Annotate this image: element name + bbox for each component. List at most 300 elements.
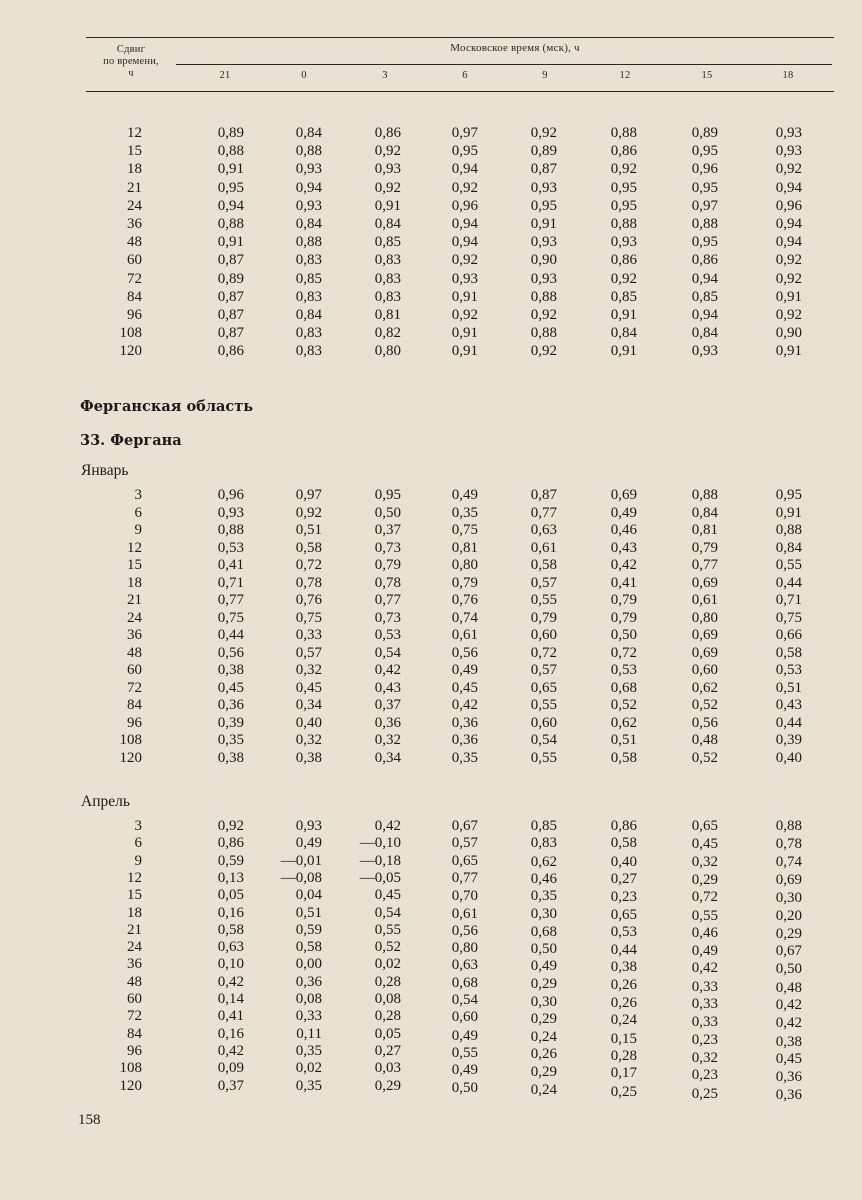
value-cell: 0,86	[217, 835, 244, 852]
value-cell: 0,93	[530, 234, 557, 251]
station-title: 33. Фергана	[80, 432, 182, 449]
value-cell: 0,87	[530, 161, 557, 178]
column-header-6: 6	[462, 70, 468, 81]
value-cell: 0,61	[530, 539, 557, 556]
value-cell: 0,93	[295, 818, 322, 834]
shift-cell: 96	[127, 1042, 142, 1059]
value-cell: 0,36	[775, 1069, 802, 1086]
table-row	[0, 679, 862, 697]
value-cell: 0,80	[451, 557, 478, 573]
value-cell: 0,62	[530, 853, 557, 870]
value-cell: 0,91	[530, 216, 557, 232]
value-cell: 0,37	[374, 697, 401, 713]
value-cell: 0,92	[374, 143, 401, 160]
value-cell: 0,95	[451, 143, 478, 160]
shift-cell: 3	[134, 487, 142, 503]
shift-cell: 84	[127, 288, 142, 305]
value-cell: 0,88	[775, 818, 802, 834]
shift-cell: 108	[119, 325, 142, 342]
value-cell: 0,91	[451, 288, 478, 305]
value-cell: 0,36	[451, 714, 478, 731]
shift-cell: 24	[127, 197, 142, 214]
table-row	[0, 215, 862, 233]
column-header-0: 0	[301, 70, 307, 81]
shift-cell: 18	[127, 161, 142, 178]
moscow-time-header: Московское время (мск), ч	[450, 42, 580, 54]
value-cell: 0,93	[775, 143, 802, 160]
value-cell: 0,78	[295, 574, 322, 591]
value-cell: 0,65	[610, 906, 637, 923]
region-title: Ферганская область	[80, 398, 254, 415]
value-cell: 0,74	[451, 609, 478, 626]
value-cell: 0,88	[217, 216, 244, 232]
value-cell: 0,58	[610, 835, 637, 852]
shift-cell: 96	[127, 307, 142, 323]
shift-cell: 15	[127, 887, 142, 904]
value-cell: 0,56	[451, 922, 478, 939]
value-cell: 0,65	[530, 679, 557, 696]
value-cell: 0,69	[610, 487, 637, 503]
table-row	[0, 342, 862, 360]
table-row	[0, 955, 862, 978]
value-cell: 0,49	[451, 1027, 478, 1044]
value-cell: 0,88	[295, 143, 322, 160]
value-cell: 0,68	[530, 923, 557, 940]
value-cell: 0,85	[691, 288, 718, 305]
shift-cell: 48	[127, 234, 142, 251]
value-cell: 0,77	[217, 592, 244, 608]
value-cell: 0,36	[374, 714, 401, 731]
value-cell: 0,79	[530, 609, 557, 626]
value-cell: 0,16	[217, 1025, 244, 1042]
shift-cell: 21	[127, 179, 142, 196]
value-cell: 0,08	[374, 991, 401, 1007]
value-cell: 0,73	[374, 539, 401, 556]
value-cell: 0,54	[451, 992, 478, 1008]
value-cell: 0,67	[451, 818, 478, 834]
value-cell: 0,88	[610, 216, 637, 232]
value-cell: 0,37	[374, 522, 401, 538]
value-cell: 0,95	[610, 197, 637, 214]
value-cell: 0,63	[217, 939, 244, 956]
value-cell: 0,17	[610, 1065, 637, 1082]
value-cell: 0,79	[451, 574, 478, 591]
value-cell: 0,34	[374, 749, 401, 766]
table-row	[0, 504, 862, 522]
value-cell: 0,78	[374, 574, 401, 591]
value-cell: 0,00	[295, 956, 322, 973]
value-cell: 0,84	[610, 325, 637, 342]
value-cell: 0,35	[530, 888, 557, 905]
value-cell: 0,58	[295, 939, 322, 956]
table-row	[0, 324, 862, 342]
value-cell: 0,71	[217, 574, 244, 591]
shift-cell: 12	[127, 125, 142, 141]
value-cell: 0,44	[217, 627, 244, 643]
shift-cell: 36	[127, 956, 142, 973]
value-cell: 0,29	[775, 925, 802, 942]
value-cell: 0,42	[691, 960, 718, 977]
value-cell: 0,79	[610, 609, 637, 626]
value-cell: 0,26	[530, 1045, 557, 1062]
value-cell: 0,88	[691, 487, 718, 503]
value-cell: 0,91	[217, 234, 244, 251]
value-cell: 0,93	[530, 179, 557, 196]
shift-cell: 120	[119, 749, 142, 766]
value-cell: 0,41	[217, 1008, 244, 1025]
value-cell: 0,55	[530, 697, 557, 713]
header-mid-rule	[176, 64, 832, 65]
table-row	[0, 142, 862, 160]
value-cell: 0,69	[691, 644, 718, 661]
value-cell: 0,60	[530, 627, 557, 643]
value-cell: 0,93	[610, 234, 637, 251]
value-cell: 0,42	[775, 997, 802, 1013]
value-cell: 0,29	[530, 1064, 557, 1081]
value-cell: 0,80	[691, 609, 718, 626]
value-cell: 0,91	[610, 307, 637, 323]
value-cell: 0,32	[691, 853, 718, 870]
value-cell: 0,71	[775, 592, 802, 608]
value-cell: 0,67	[775, 943, 802, 960]
value-cell: 0,50	[530, 941, 557, 958]
column-header-9: 9	[542, 70, 548, 81]
value-cell: 0,37	[217, 1077, 244, 1094]
value-cell: 0,91	[610, 343, 637, 360]
shift-cell: 48	[127, 644, 142, 661]
value-cell: 0,80	[374, 343, 401, 360]
value-cell: 0,69	[691, 627, 718, 643]
table-row	[0, 644, 862, 662]
value-cell: 0,53	[775, 662, 802, 678]
value-cell: 0,50	[451, 1079, 478, 1096]
shift-cell: 72	[127, 1008, 142, 1025]
value-cell: 0,75	[451, 522, 478, 538]
value-cell: 0,94	[775, 216, 802, 232]
table-row	[0, 197, 862, 215]
value-cell: 0,29	[691, 871, 718, 888]
value-cell: 0,95	[775, 487, 802, 503]
value-cell: 0,87	[530, 487, 557, 503]
value-cell: 0,94	[775, 179, 802, 196]
value-cell: 0,97	[295, 487, 322, 503]
shift-cell: 120	[119, 1077, 142, 1094]
value-cell: 0,05	[217, 887, 244, 904]
value-cell: 0,54	[374, 904, 401, 921]
value-cell: 0,23	[691, 1031, 718, 1048]
table-row	[0, 661, 862, 679]
value-cell: 0,53	[374, 627, 401, 643]
shift-cell: 60	[127, 991, 142, 1007]
value-cell: 0,63	[451, 957, 478, 974]
value-cell: 0,53	[610, 662, 637, 678]
value-cell: 0,87	[217, 288, 244, 305]
table-row	[0, 521, 862, 539]
column-header-15: 15	[701, 70, 713, 81]
value-cell: 0,95	[691, 143, 718, 160]
value-cell: 0,10	[217, 956, 244, 973]
value-cell: 0,84	[691, 325, 718, 342]
value-cell: 0,95	[610, 179, 637, 196]
value-cell: 0,44	[610, 942, 637, 959]
value-cell: 0,77	[691, 557, 718, 573]
value-cell: 0,81	[451, 539, 478, 556]
value-cell: 0,92	[451, 179, 478, 196]
value-cell: 0,49	[530, 958, 557, 975]
value-cell: 0,91	[775, 504, 802, 521]
value-cell: 0,62	[610, 714, 637, 731]
shift-cell: 18	[127, 574, 142, 591]
table-row	[0, 869, 862, 887]
value-cell: 0,92	[775, 270, 802, 287]
value-cell: 0,42	[451, 697, 478, 713]
shift-cell: 12	[127, 539, 142, 556]
value-cell: 0,58	[295, 539, 322, 556]
value-cell: 0,60	[530, 714, 557, 731]
header-top-rule	[86, 37, 834, 38]
value-cell: 0,97	[451, 125, 478, 141]
value-cell: 0,45	[775, 1050, 802, 1067]
value-cell: 0,75	[295, 609, 322, 626]
value-cell: 0,84	[295, 125, 322, 141]
shift-cell: 9	[134, 522, 142, 538]
value-cell: 0,94	[691, 307, 718, 323]
value-cell: 0,92	[610, 161, 637, 178]
value-cell: 0,95	[217, 179, 244, 196]
table-row	[0, 749, 862, 767]
value-cell: 0,58	[775, 644, 802, 661]
value-cell: 0,92	[451, 252, 478, 269]
value-cell: 0,32	[295, 732, 322, 748]
value-cell: 0,93	[374, 161, 401, 178]
value-cell: 0,86	[610, 818, 637, 834]
table-row	[0, 1077, 862, 1103]
value-cell: 0,30	[530, 994, 557, 1010]
value-cell: 0,87	[217, 325, 244, 342]
value-cell: 0,93	[451, 270, 478, 287]
value-cell: 0,56	[451, 644, 478, 661]
shift-cell: 12	[127, 869, 142, 886]
shift-cell: 15	[127, 143, 142, 160]
shift-cell: 6	[134, 835, 142, 852]
value-cell: 0,76	[295, 592, 322, 608]
value-cell: 0,83	[530, 835, 557, 852]
value-cell: 0,92	[530, 307, 557, 323]
value-cell: 0,40	[775, 749, 802, 766]
value-cell: 0,23	[610, 889, 637, 906]
value-cell: 0,43	[374, 679, 401, 696]
value-cell: 0,94	[295, 179, 322, 196]
shift-cell: 120	[119, 343, 142, 360]
value-cell: 0,83	[374, 252, 401, 269]
value-cell: 0,89	[530, 143, 557, 160]
value-cell: 0,83	[374, 288, 401, 305]
table-row	[0, 574, 862, 592]
value-cell: 0,51	[295, 522, 322, 538]
value-cell: 0,33	[295, 1008, 322, 1025]
column-header-21: 21	[219, 70, 231, 81]
value-cell: 0,33	[691, 996, 718, 1012]
shift-header-line3: ч	[128, 68, 134, 79]
shift-cell: 21	[127, 921, 142, 938]
value-cell: 0,83	[295, 343, 322, 360]
column-header-18: 18	[782, 70, 794, 81]
value-cell: 0,86	[610, 143, 637, 160]
table-row	[0, 233, 862, 251]
table-row	[0, 626, 862, 644]
value-cell: 0,26	[610, 976, 637, 993]
page-number: 158	[78, 1112, 101, 1128]
value-cell: 0,77	[451, 869, 478, 886]
value-cell: 0,91	[451, 325, 478, 342]
value-cell: 0,96	[217, 487, 244, 503]
shift-header-line2: по времени,	[103, 56, 159, 67]
shift-cell: 36	[127, 216, 142, 232]
value-cell: 0,83	[374, 270, 401, 287]
value-cell: 0,02	[295, 1060, 322, 1077]
header-bottom-rule	[86, 91, 834, 92]
table-row	[0, 817, 862, 835]
value-cell: 0,35	[451, 749, 478, 766]
value-cell: 0,93	[530, 270, 557, 287]
value-cell: 0,53	[610, 923, 637, 940]
shift-cell: 3	[134, 818, 142, 834]
value-cell: 0,55	[775, 557, 802, 573]
value-cell: 0,83	[295, 288, 322, 305]
value-cell: 0,84	[691, 504, 718, 521]
value-cell: 0,16	[217, 904, 244, 921]
value-cell: 0,72	[295, 557, 322, 573]
value-cell: 0,88	[530, 325, 557, 342]
value-cell: 0,69	[691, 574, 718, 591]
value-cell: 0,92	[530, 343, 557, 360]
value-cell: 0,91	[217, 161, 244, 178]
value-cell: 0,23	[691, 1067, 718, 1084]
value-cell: 0,32	[691, 1049, 718, 1066]
table-row	[0, 486, 862, 504]
shift-cell: 36	[127, 627, 142, 643]
value-cell: 0,54	[374, 644, 401, 661]
shift-cell: 60	[127, 662, 142, 678]
table-row	[0, 731, 862, 749]
value-cell: 0,81	[374, 307, 401, 323]
value-cell: 0,84	[295, 216, 322, 232]
value-cell: 0,89	[217, 125, 244, 141]
value-cell: 0,79	[610, 592, 637, 608]
value-cell: 0,72	[530, 644, 557, 661]
value-cell: 0,39	[217, 714, 244, 731]
value-cell: 0,02	[374, 956, 401, 973]
value-cell: 0,87	[217, 307, 244, 323]
value-cell: 0,77	[530, 504, 557, 521]
value-cell: 0,63	[530, 522, 557, 538]
value-cell: 0,87	[217, 252, 244, 269]
shift-cell: 84	[127, 697, 142, 713]
shift-cell: 24	[127, 939, 142, 956]
value-cell: 0,51	[775, 679, 802, 696]
value-cell: 0,60	[691, 662, 718, 678]
value-cell: 0,33	[295, 627, 322, 643]
value-cell: 0,61	[451, 627, 478, 643]
shift-cell: 72	[127, 270, 142, 287]
value-cell: 0,36	[217, 697, 244, 713]
value-cell: 0,59	[217, 852, 244, 869]
table-row	[0, 904, 862, 922]
value-cell: 0,57	[451, 835, 478, 852]
shift-cell: 48	[127, 973, 142, 990]
value-cell: 0,92	[374, 179, 401, 196]
value-cell: 0,89	[217, 270, 244, 287]
value-cell: 0,97	[691, 197, 718, 214]
value-cell: 0,38	[295, 749, 322, 766]
table-row	[0, 591, 862, 609]
value-cell: 0,59	[295, 921, 322, 938]
value-cell: 0,48	[775, 979, 802, 996]
value-cell: 0,35	[451, 504, 478, 521]
value-cell: 0,54	[530, 732, 557, 748]
value-cell: 0,39	[775, 732, 802, 748]
value-cell: 0,55	[530, 749, 557, 766]
value-cell: 0,96	[451, 197, 478, 214]
value-cell: 0,93	[295, 197, 322, 214]
table-row	[0, 834, 862, 852]
value-cell: 0,72	[610, 644, 637, 661]
value-cell: 0,91	[374, 197, 401, 214]
value-cell: 0,36	[451, 732, 478, 748]
value-cell: 0,92	[295, 504, 322, 521]
value-cell: 0,95	[691, 234, 718, 251]
value-cell: 0,42	[217, 973, 244, 990]
value-cell: 0,75	[217, 609, 244, 626]
value-cell: 0,94	[451, 161, 478, 178]
value-cell: 0,81	[691, 522, 718, 538]
column-header-12: 12	[619, 70, 631, 81]
value-cell: 0,29	[530, 975, 557, 992]
shift-cell: 6	[134, 504, 142, 521]
value-cell: 0,62	[691, 679, 718, 696]
table-row	[0, 160, 862, 178]
table-row	[0, 556, 862, 574]
value-cell: 0,52	[691, 697, 718, 713]
value-cell: 0,69	[775, 871, 802, 888]
value-cell: 0,85	[530, 818, 557, 834]
table-row	[0, 696, 862, 714]
value-cell: 0,57	[530, 574, 557, 591]
value-cell: —0,01	[280, 852, 322, 869]
value-cell: 0,13	[217, 869, 244, 886]
value-cell: 0,55	[530, 592, 557, 608]
shift-cell: 18	[127, 904, 142, 921]
value-cell: 0,95	[691, 179, 718, 196]
april-label: Апрель	[81, 793, 130, 810]
value-cell: 0,88	[610, 125, 637, 141]
value-cell: 0,49	[451, 1062, 478, 1079]
value-cell: 0,90	[530, 252, 557, 269]
value-cell: 0,88	[217, 143, 244, 160]
shift-cell: 96	[127, 714, 142, 731]
value-cell: 0,46	[530, 870, 557, 887]
value-cell: 0,44	[775, 714, 802, 731]
value-cell: 0,56	[217, 644, 244, 661]
value-cell: 0,58	[217, 921, 244, 938]
table-row	[0, 973, 862, 996]
value-cell: 0,85	[610, 288, 637, 305]
value-cell: 0,38	[217, 749, 244, 766]
value-cell: 0,20	[775, 907, 802, 924]
value-cell: 0,92	[217, 818, 244, 834]
value-cell: 0,42	[374, 662, 401, 678]
table-row	[0, 251, 862, 269]
